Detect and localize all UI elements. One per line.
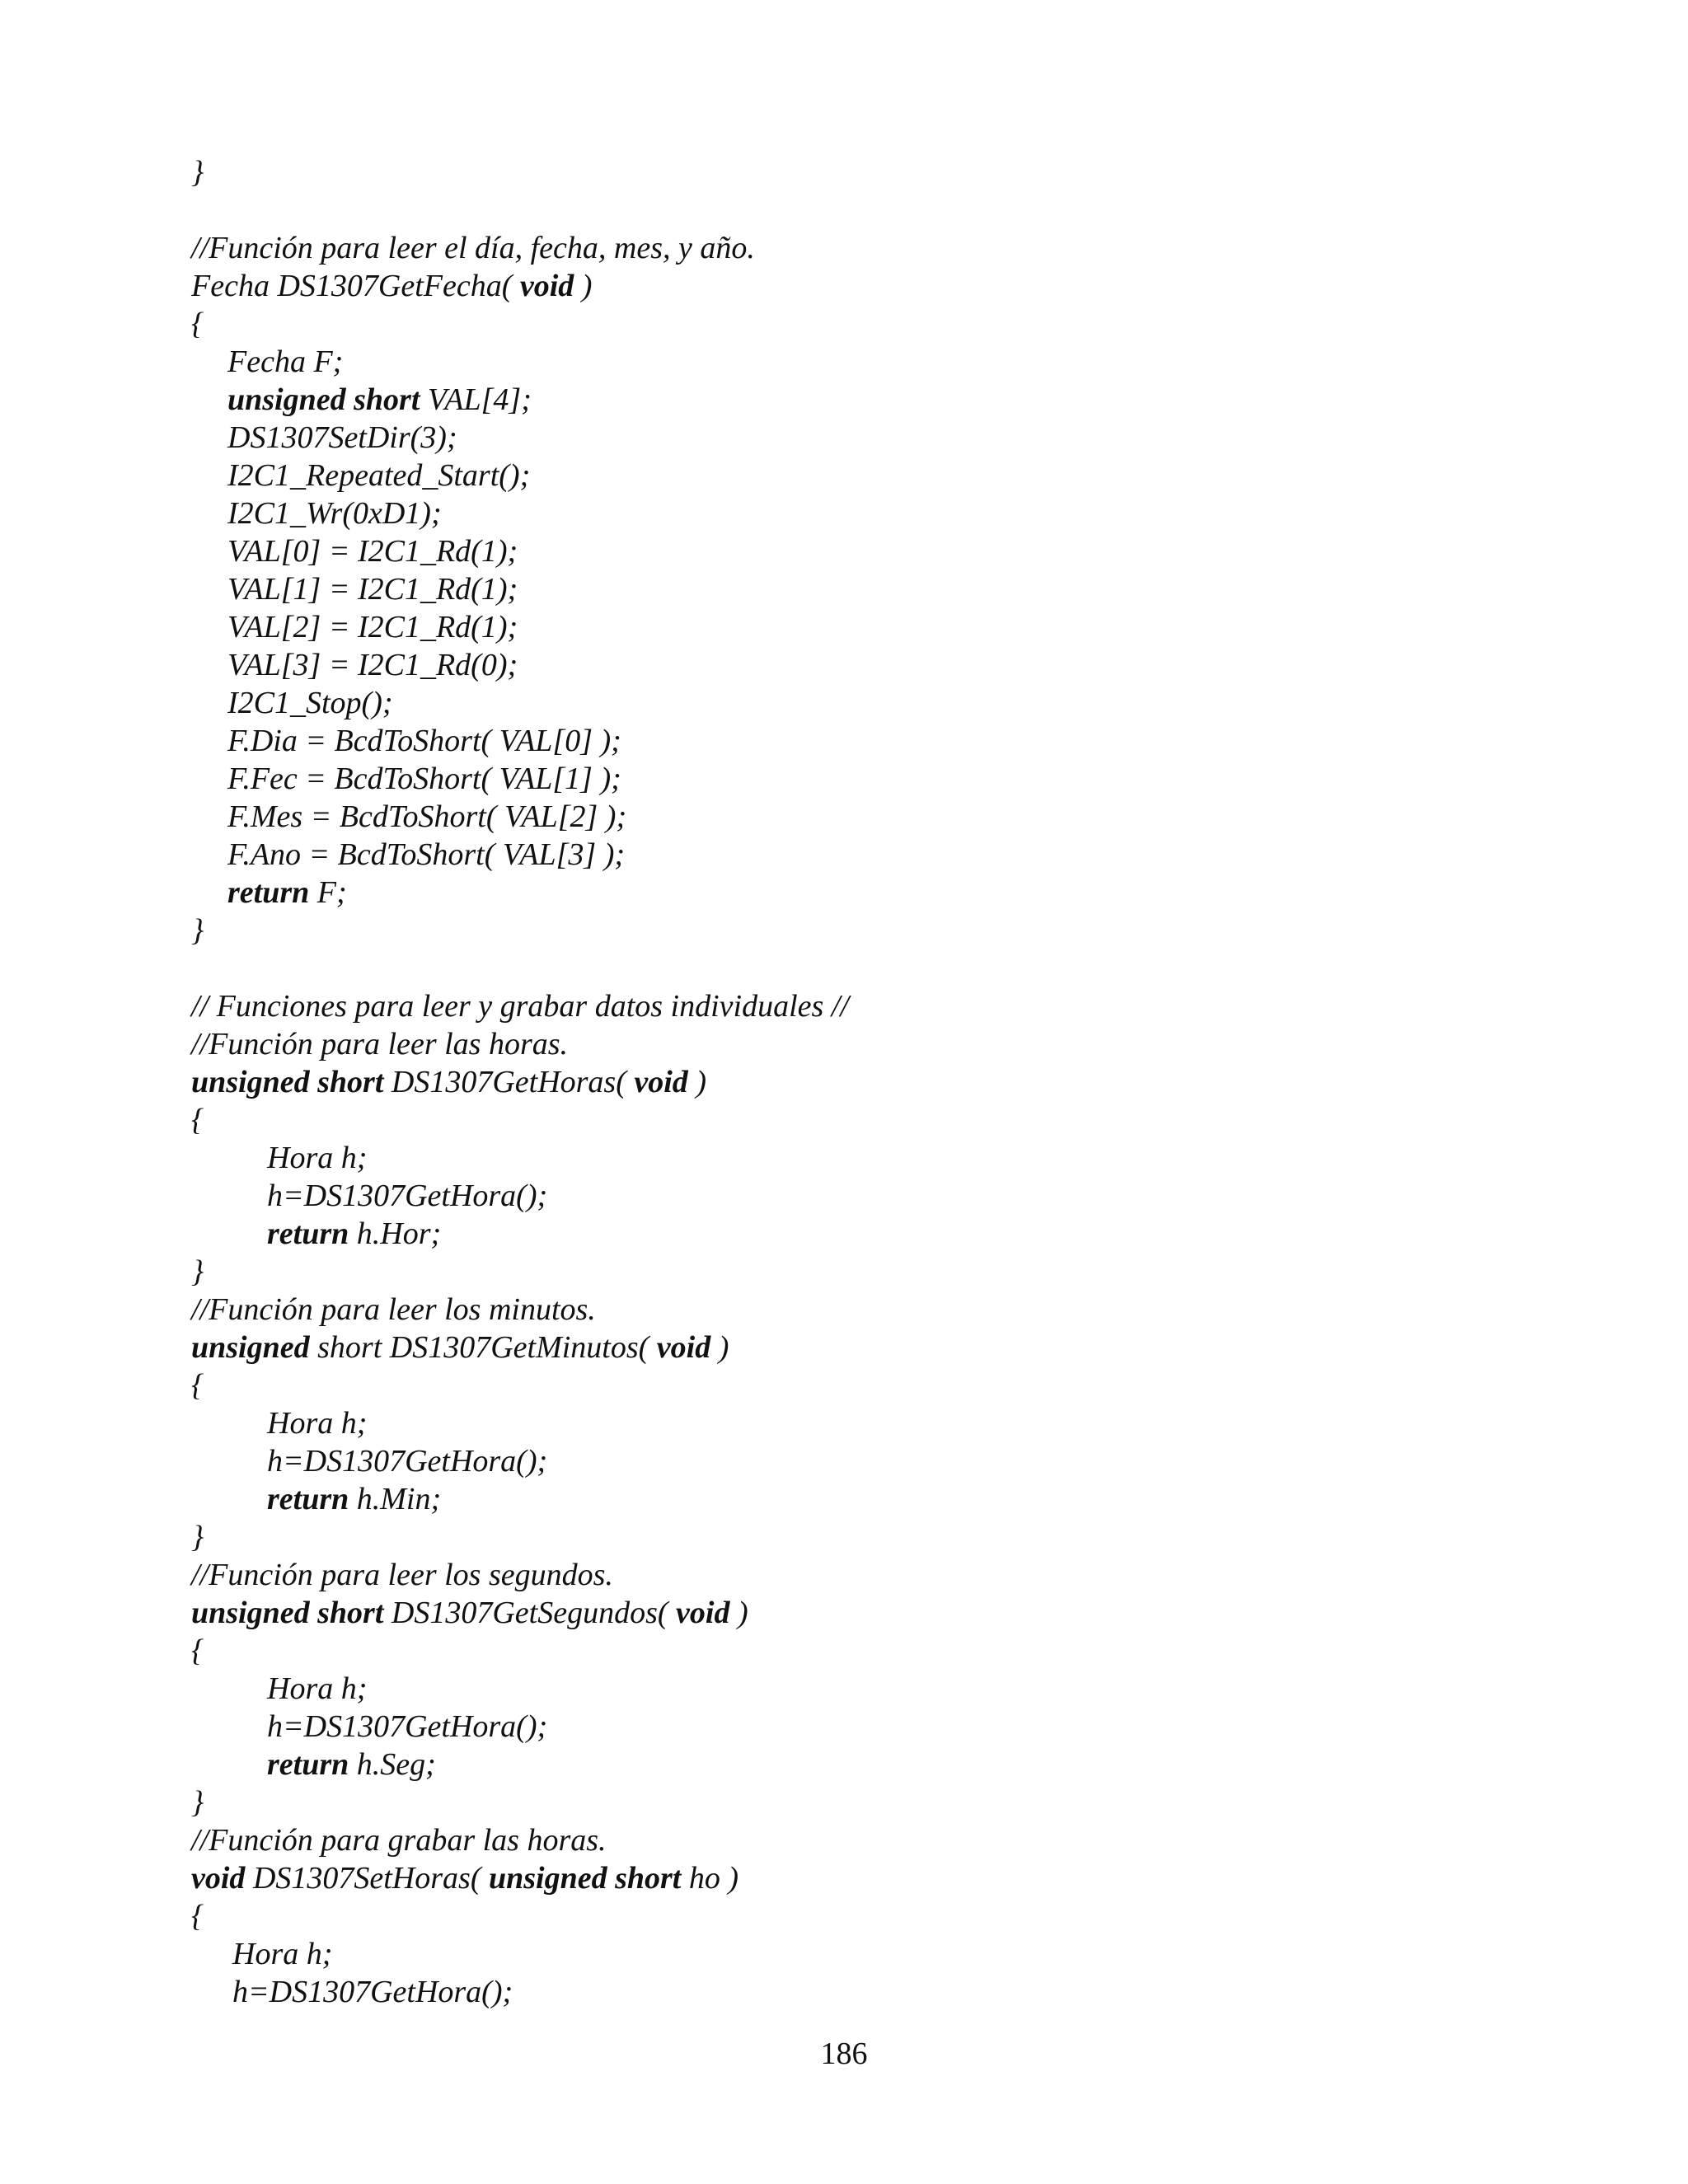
code-text: { <box>191 1103 204 1137</box>
code-line <box>191 229 849 267</box>
code-line <box>191 1329 849 1366</box>
code-text: h=DS1307GetHora(); <box>267 1179 548 1213</box>
code-text: DS1307SetDir(3); <box>227 420 457 455</box>
code-line <box>191 1935 849 1973</box>
code-text: I2C1_Stop(); <box>227 686 393 720</box>
code-line <box>191 1215 849 1253</box>
code-line <box>191 1556 849 1594</box>
code-line <box>191 570 849 608</box>
code-text: h.Min; <box>349 1482 442 1516</box>
code-text: Fecha DS1307GetFecha( <box>191 269 520 303</box>
code-text: I2C1_Wr(0xD1); <box>227 496 442 531</box>
code-line <box>191 191 849 229</box>
code-text: F.Fec = BcdToShort( VAL[1] ); <box>227 762 621 796</box>
code-text: VAL[0] = I2C1_Rd(1); <box>227 534 518 569</box>
code-line <box>191 1746 849 1783</box>
code-text: { <box>191 1633 204 1668</box>
code-keyword: return <box>267 1216 349 1251</box>
code-text: ) <box>729 1596 748 1630</box>
code-line <box>191 457 849 494</box>
code-text: Hora h; <box>267 1406 368 1441</box>
code-keyword: return <box>227 875 310 910</box>
code-keyword: unsigned short <box>191 1065 384 1099</box>
code-text: ho ) <box>681 1861 739 1896</box>
code-text: // Funciones para leer y grabar datos individuales // <box>191 989 849 1024</box>
code-line <box>191 1594 849 1632</box>
code-line <box>191 1973 849 2011</box>
code-text: DS1307GetHoras( <box>383 1065 635 1099</box>
code-text: Hora h; <box>267 1671 368 1706</box>
code-line <box>191 1177 849 1215</box>
code-text: ) <box>574 269 593 303</box>
code-text: } <box>191 1254 204 1289</box>
code-text: F; <box>309 875 347 910</box>
code-text: VAL[4]; <box>420 382 532 417</box>
code-text: VAL[1] = I2C1_Rd(1); <box>227 572 518 607</box>
code-keyword: void <box>676 1596 730 1630</box>
code-text: } <box>191 155 204 190</box>
code-keyword: unsigned <box>191 1330 310 1365</box>
code-text: DS1307GetSegundos( <box>383 1596 677 1630</box>
code-line <box>191 305 849 343</box>
code-text: Hora h; <box>232 1937 333 1971</box>
code-keyword: unsigned short <box>488 1861 682 1896</box>
code-line <box>191 381 849 419</box>
code-line <box>191 1139 849 1177</box>
code-text: VAL[3] = I2C1_Rd(0); <box>227 648 518 682</box>
code-text: h=DS1307GetHora(); <box>267 1709 548 1744</box>
code-text: } <box>191 1520 204 1554</box>
code-line <box>191 153 849 191</box>
code-keyword: void <box>656 1330 711 1365</box>
code-line <box>191 1442 849 1480</box>
code-keyword: unsigned short <box>191 1596 384 1630</box>
code-line <box>191 494 849 532</box>
code-line <box>191 1063 849 1101</box>
code-line <box>191 1708 849 1746</box>
code-line <box>191 1101 849 1139</box>
code-text: F.Dia = BcdToShort( VAL[0] ); <box>227 724 621 758</box>
code-line <box>191 1366 849 1404</box>
code-text: h=DS1307GetHora(); <box>267 1444 548 1479</box>
code-line <box>191 722 849 760</box>
code-line <box>191 874 849 912</box>
code-line <box>191 646 849 684</box>
code-text: VAL[2] = I2C1_Rd(1); <box>227 610 518 644</box>
code-text: F.Mes = BcdToShort( VAL[2] ); <box>227 799 627 834</box>
code-text: } <box>191 913 204 948</box>
code-text: { <box>191 1368 204 1403</box>
code-line <box>191 684 849 722</box>
code-line <box>191 267 849 305</box>
code-line <box>191 1253 849 1291</box>
page-number: 186 <box>820 2036 868 2071</box>
code-text: h.Seg; <box>349 1747 436 1782</box>
code-line <box>191 987 849 1025</box>
code-text: DS1307SetHoras( <box>245 1861 489 1896</box>
code-line <box>191 419 849 457</box>
code-text: //Función para leer el día, fecha, mes, y año. <box>191 231 755 265</box>
code-keyword: return <box>267 1747 349 1782</box>
code-listing <box>191 153 849 2011</box>
code-line <box>191 949 849 987</box>
code-text: h.Hor; <box>349 1216 442 1251</box>
code-text: //Función para grabar las horas. <box>191 1823 607 1858</box>
code-text: //Función para leer los minutos. <box>191 1292 596 1327</box>
code-text: { <box>191 1899 204 1933</box>
code-line <box>191 1859 849 1897</box>
code-line <box>191 1821 849 1859</box>
code-keyword: return <box>267 1482 349 1516</box>
code-line <box>191 836 849 874</box>
code-keyword: unsigned short <box>227 382 420 417</box>
code-keyword: void <box>634 1065 688 1099</box>
code-text: h=DS1307GetHora(); <box>232 1975 513 2009</box>
code-text: I2C1_Repeated_Start(); <box>227 458 531 493</box>
code-text: } <box>191 1785 204 1820</box>
code-text: { <box>191 307 204 341</box>
code-line <box>191 1632 849 1670</box>
code-line <box>191 608 849 646</box>
code-line <box>191 1518 849 1556</box>
code-text: Hora h; <box>267 1141 368 1175</box>
code-text: Fecha F; <box>227 344 344 379</box>
code-line <box>191 1670 849 1708</box>
code-text: ) <box>710 1330 729 1365</box>
code-line <box>191 1783 849 1821</box>
code-line <box>191 1480 849 1518</box>
code-text: //Función para leer las horas. <box>191 1027 569 1062</box>
code-text: F.Ano = BcdToShort( VAL[3] ); <box>227 837 626 872</box>
code-line <box>191 1025 849 1063</box>
code-line <box>191 343 849 381</box>
code-line <box>191 1897 849 1935</box>
code-line <box>191 532 849 570</box>
code-line <box>191 912 849 949</box>
code-line <box>191 1404 849 1442</box>
code-text: //Función para leer los segundos. <box>191 1558 613 1592</box>
code-keyword: void <box>519 269 574 303</box>
code-text: short DS1307GetMinutos( <box>309 1330 657 1365</box>
code-line <box>191 798 849 836</box>
code-keyword: void <box>191 1861 246 1896</box>
code-line <box>191 1291 849 1329</box>
code-text: ) <box>687 1065 706 1099</box>
code-line <box>191 760 849 798</box>
